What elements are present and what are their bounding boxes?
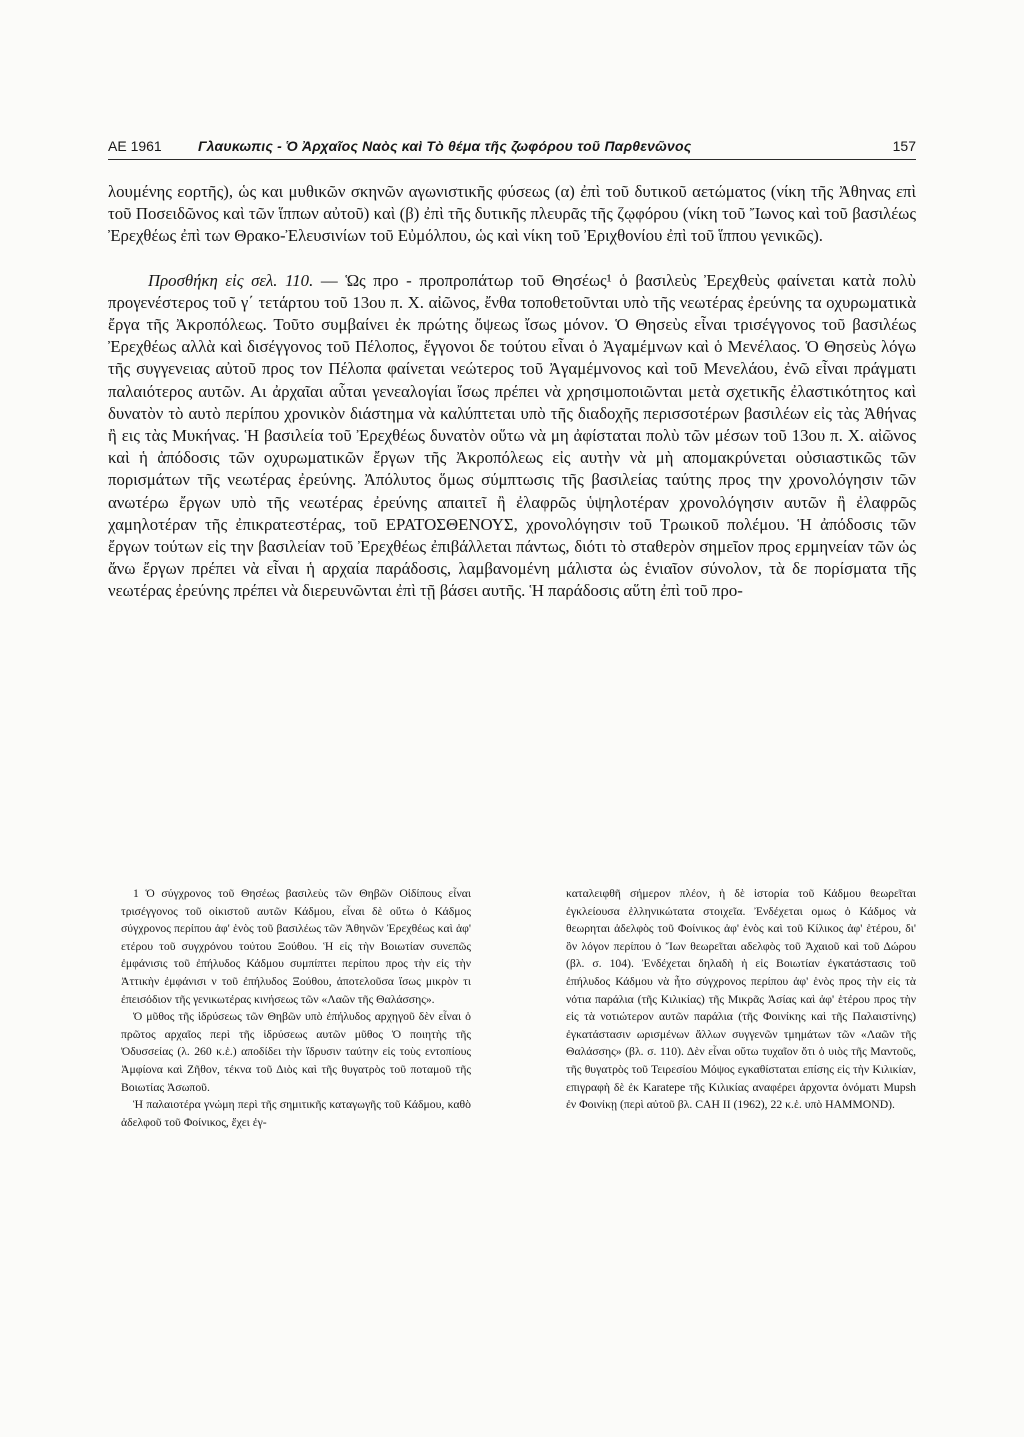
paragraph-2	[108, 270, 916, 603]
addendum-text: — Ὡς προ - προπροπάτωρ τοῦ Θησέως¹ ὁ βασιλεὺς Ἐρεχθεὺς φαίνεται κατὰ πολὺ προγενέστερος τοῦ γ΄ τετάρτου τοῦ 13ου π. Χ. αἰῶνος, ἔνθα τοποθετοῦνται υπὸ τῆς νεωτέρας ἐρεύνης τα οχυρωματικὰ ἔργα τῆς Ἀκροπόλεως. Τοῦτο συμβαίνει ἐκ πρώτης ὄψεως ἴσως μόνον. Ὁ Θησεὺς εἶναι τρισέγγονος τοῦ βασιλέως Ἐρεχθέως αλλὰ καὶ δισέγγονος τοῦ Πέλοπος, ἔγγονοι δε τούτου εἶναι ὁ Ἀγαμέμνων καὶ ὁ Μενέλαος. Ὁ Θησεὺς λόγω τῆς συγγενειας αὐτοῦ προς τον Πέλοπα φαίνεται νεώτερος τοῦ Ἀγαμέμνονος καὶ τοῦ Μενελάου, ἐνῶ εἶναι πράγματι παλαιότερος αυτῶν. Αι ἀρχαῖαι αὗται γενεαλογίαι ἴσως πρέπει νὰ χρησιμοποιῶνται μετὰ σχετικῆς ἐλαστικότητος καὶ δυνατὸν τὸ αυτὸ περίπου χρονικὸν διάστημα νὰ καλύπτεται υπὸ τῆς διαδοχῆς περισσοτέρων βασιλέων εἰς τὰς Ἀθήνας ἢ εις τὰς Μυκήνας. Ἡ βασιλεία τοῦ Ἐρεχθέως δυνατὸν οὕτω νὰ μη ἀφίσταται πολὺ τῶν μέσων τοῦ 13ου π. Χ. αἰῶνος καὶ ἡ ἀπόδοσις τῶν οχυρωματικῶν ἔργων τῆς Ἀκροπόλεως εἰς αυτὴν νὰ μὴ απομακρύνεται οὐσιαστικῶς τῶν πορισμάτων τῆς νεωτέρας ἐρεύνης. Ἀπόλυτος ὅμως σύμπτωσις τῆς βασιλείας ταύτης προς την χρονολόγησιν τῶν ανωτέρω ἔργων υπὸ τῆς νεωτέρας ἐρεύνης απαιτεῖ ἢ ἐλαφρῶς ὑψηλοτέραν χρονολόγησιν αυτῶν ἢ ἐλαφρῶς χαμηλοτέραν τῆς ἐπικρατεστέρας, τοῦ ΕΡΑΤΟΣΘΕΝΟΥΣ, χρονολόγησιν τοῦ Τρωικοῦ πολέμου. Ἡ ἀπόδοσις τῶν ἔργων τούτων εἰς την βασιλείαν τοῦ Ἐρεχθέως ἐπιβάλλεται πάντως, διότι τὸ σταθερὸν σημεῖον προς ερμηνείαν τῶν ὡς ἄνω ἔργων πρέπει νὰ εἶναι ἡ αρχαία παράδοσις, λαμβανομένη μάλιστα ὡς ἑνιαῖον σύνολον, τὰ δε πορίσματα τῆς νεωτέρας ἐρεύνης πρέπει νὰ διερευνῶνται ἐπὶ τῇ βάσει αυτῆς. Ἡ παράδοσις αὕτη ἐπὶ τοῦ προ-	[108, 270, 916, 601]
paragraph-1: λουμένης εορτῆς), ὡς και μυθικῶν σκηνῶν αγωνιστικῆς φύσεως (α) ἐπὶ τοῦ δυτικοῦ αετώματος (νίκη τῆς Ἀθηνας επὶ τοῦ Ποσειδῶνος καὶ τῶν ἵππων αὐτοῦ) καὶ (β) ἐπὶ τῆς δυτικῆς πλευρᾶς τῆς ζῳφόρου (νίκη τοῦ Ἴωνος καὶ τοῦ βασιλέως Ἐρεχθέως ἐπὶ των Θρακο-Ἐλευσινίων τοῦ Εὐμόλπου, ὡς καὶ νίκη τοῦ Ἐριχθονίου ἐπὶ τοῦ ἵππου γενικῶς).	[108, 182, 916, 246]
page-number: 157	[892, 138, 916, 154]
journal-reference: ΑΕ 1961	[108, 138, 162, 154]
footnote-paragraph: Ἡ παλαιοτέρα γνώμη περὶ τῆς σημιτικῆς καταγωγῆς τοῦ Κάδμου, καθὸ ἀδελφοῦ τοῦ Φοίνικος, ἔχει ἐγ-	[121, 1098, 471, 1129]
addendum-heading: Προσθήκη εἰς σελ. 110.	[148, 270, 314, 290]
article-title: Γλαυκωπις - Ὁ Ἀρχαῖος Ναὸς καὶ Τὸ θέμα τῆς ζωφόρου τοῦ Παρθενῶνος	[198, 138, 692, 154]
main-text	[108, 181, 916, 603]
footnote-paragraph: Ὁ μῦθος τῆς ἱδρύσεως τῶν Θηβῶν υπὸ ἐπήλυδος αρχηγοῦ δὲν εἶναι ὁ πρῶτος αρχαῖος περὶ τῆς ἱδρύσεως αυτῶν μῦθος Ὁ ποιητὴς τῆς Ὀδυσσείας (λ. 260 κ.ἑ.) αποδίδει τὴν ἵδρυσιν ταύτην εἰς τοὺς εντοπίους Ἀμφίονα καὶ Ζῆθον, τέκνα τοῦ Διὸς καὶ τῆς θυγατρὸς τοῦ ποταμοῦ τῆς Βοιωτίας Ἀσωποῦ.	[121, 1010, 471, 1094]
footnotes-right-column	[566, 885, 916, 1114]
footnote-paragraph: καταλειφθῆ σήμερον πλέον, ἡ δὲ ἱστορία τοῦ Κάδμου θεωρεῖται ἐγκλείουσα ἑλληνικώτατα στοιχεῖα. Ἐνδέχεται ομως ὁ Κάδμος νὰ θεωρηται ἀδελφὸς τοῦ Φοίνικος ἀφ' ἑνὸς καὶ τοῦ Κίλικος ἀφ' ἑτέρου, δι' ὃν λόγον περίπου ὁ Ἴων θεωρεῖται αδελφὸς τοῦ Ἀχαιοῦ καὶ τοῦ Δώρου (βλ. σ. 104). Ἐνδέχεται δηλαδὴ ἡ εἰς Βοιωτίαν ἐγκατάστασις τοῦ ἐπήλυδος Κάδμου νὰ ἦτο σύγχρονος περίπου ἀφ' ἑνὸς προς τὴν εἰς τὰ νότια παράλια (τῆς Κιλικίας) τῆς Μικρᾶς Ἀσίας καὶ ἀφ' ἑτέρου προς τὴν εἰς τὰ νοτιώτερον αυτῶν παράλια (τῆς Φοινίκης καὶ τῆς Παλαιστίνης) ἐγκατάστασιν ωρισμένων ἄλλων συγγενῶν τμημάτων τῶν «Λαῶν τῆς Θαλάσσης» (βλ. σ. 110). Δὲν εἶναι οὕτω τυχαῖον ὅτι ὁ υιὸς τῆς Μαντοῦς, τῆς θυγατρὸς τοῦ Τειρεσίου Μόψος εγκαθίσταται επίσης εἰς τὴν Κιλικίαν, επιγραφὴ δὲ ἐκ Karatepe τῆς Κιλικίας αναφέρει ἀρχοντα ὀνόματι Mupsh ἐν Φοινίκῃ (περὶ αὐτοῦ βλ. CAH II (1962), 22 κ.ἑ. υπὸ HAMMOND).	[566, 887, 916, 1112]
footnote-paragraph: 1 Ὁ σύγχρονος τοῦ Θησέως βασιλεὺς τῶν Θηβῶν Οἰδίπους εἶναι τρισέγγονος τοῦ οἰκιστοῦ αυτῶν Κάδμου, εἶναι δὲ οὕτω ὁ Κάδμος σύγχρονος περίπου ἀφ' ἑνὸς τοῦ βασιλέως τῶν Ἀθηνῶν Ἐρεχθέως καὶ ἀφ' ετέρου τοῦ συγχρόνου τούτου Ξούθου. Ἡ εἰς τὴν Βοιωτίαν συνεπῶς ἐμφάνισις τοῦ ἐπήλυδος Κάδμου συμπίπτει περίπου προς τὴν εἰς τὴν Ἀττικὴν ἐμφάνισι ν τοῦ ἐπήλυδος Ξούθου, ἀποτελοῦσα ἴσως μικρὸν τι ἐπεισόδιον τῆς γενικωτέρας κινήσεως τῶν «Λαῶν τῆς Θαλάσσης».	[121, 887, 471, 1006]
running-head	[108, 135, 916, 160]
footnotes-left-column	[121, 885, 471, 1131]
